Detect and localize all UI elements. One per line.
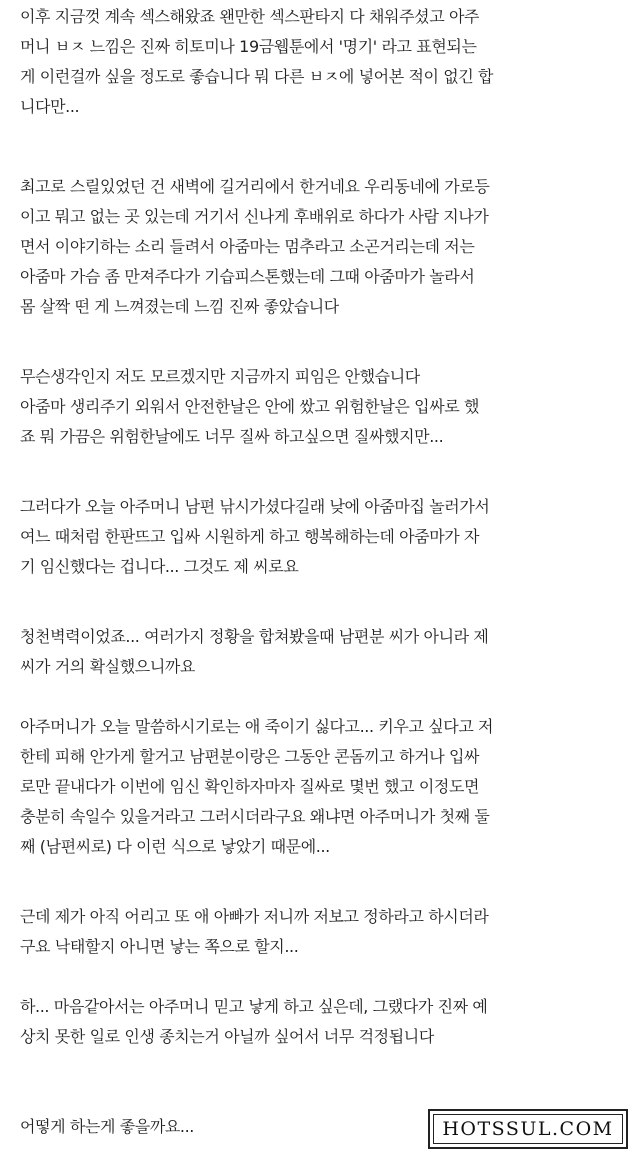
- paragraph: [20, 622, 488, 682]
- paragraph-line: 아줌마 가슴 좀 만져주다가 기습피스톤했는데 그때 아줌마가 놀라서: [20, 267, 475, 286]
- paragraph-line: 무슨생각인지 저도 모르겠지만 지금까지 피임은 안했습니다: [20, 367, 420, 386]
- paragraph-line: 최고로 스릴있었던 건 새벽에 길거리에서 한거네요 우리동네에 가로등: [20, 177, 490, 196]
- paragraph-line: 구요 낙태할지 아니면 낳는 쪽으로 할지...: [20, 937, 299, 956]
- paragraph-line: 이후 지금껏 계속 섹스해왔죠 왠만한 섹스판타지 다 채워주셨고 아주: [20, 7, 480, 26]
- paragraph-line: 이고 뭐고 없는 곳 있는데 거기서 신나게 후배위로 하다가 사람 지나가: [20, 207, 489, 226]
- site-watermark: [428, 1109, 628, 1149]
- paragraph-line: 몸 살짝 떤 게 느껴졌는데 느낌 진짜 좋았습니다: [20, 297, 339, 316]
- paragraph: [20, 902, 488, 962]
- paragraph: [20, 2, 493, 122]
- watermark-text: HOTSSUL.COM: [433, 1114, 623, 1144]
- paragraph-line: 어떻게 하는게 좋을까요...: [20, 1117, 194, 1136]
- paragraph-line: 머니 ㅂㅈ 느낌은 진짜 히토미나 19금웹툰에서 '명기' 라고 표현되는: [20, 37, 477, 56]
- paragraph-line: 아주머니가 오늘 말씀하시기로는 애 죽이기 싫다고... 키우고 싶다고 저: [20, 717, 494, 736]
- paragraph-line: 여느 때처럼 한판뜨고 입싸 시원하게 하고 행복해하는데 아줌마가 자: [20, 527, 480, 546]
- paragraph: [20, 492, 489, 582]
- paragraph: [20, 362, 479, 452]
- paragraph-line: 째 (남편씨로) 다 이런 식으로 낳았기 때문에...: [20, 837, 330, 856]
- paragraph-line: 그러다가 오늘 아주머니 남편 낚시가셨다길래 낮에 아줌마집 놀러가서: [20, 497, 490, 516]
- paragraph-line: 근데 제가 아직 어리고 또 애 아빠가 저니까 저보고 정하라고 하시더라: [20, 907, 489, 926]
- paragraph: [20, 172, 489, 322]
- paragraph-line: 죠 뭐 가끔은 위험한날에도 너무 질싸 하고싶으면 질싸했지만...: [20, 427, 444, 446]
- paragraph-line: 면서 이야기하는 소리 들려서 아줌마는 멈추라고 소곤거리는데 저는: [20, 237, 475, 256]
- paragraph-line: 충분히 속일수 있을거라고 그러시더라구요 왜냐면 아주머니가 첫째 둘: [20, 807, 490, 826]
- paragraph-line: 기 임신했다는 겁니다... 그것도 제 씨로요: [20, 557, 299, 576]
- paragraph: [20, 1112, 194, 1142]
- paragraph: [20, 992, 487, 1052]
- paragraph-line: 니다만...: [20, 97, 80, 116]
- paragraph-line: 상치 못한 일로 인생 종치는거 아닐까 싶어서 너무 걱정됩니다: [20, 1027, 434, 1046]
- paragraph-line: 하... 마음같아서는 아주머니 믿고 낳게 하고 싶은데, 그랬다가 진짜 예: [20, 997, 488, 1016]
- paragraph: [20, 712, 493, 862]
- paragraph-line: 아줌마 생리주기 외워서 안전한날은 안에 쌌고 위험한날은 입싸로 했: [20, 397, 480, 416]
- paragraph-line: 로만 끝내다가 이번에 임신 확인하자마자 질싸로 몇번 했고 이정도면: [20, 777, 480, 796]
- paragraph-line: 씨가 거의 확실했으니까요: [20, 657, 195, 676]
- paragraph-line: 청천벽력이었죠... 여러가지 정황을 합쳐봤을때 남편분 씨가 아니라 제: [20, 627, 489, 646]
- paragraph-line: 한테 피해 안가게 할거고 남편분이랑은 그동안 콘돔끼고 하거나 입싸: [20, 747, 480, 766]
- paragraph-line: 게 이런걸까 싶을 정도로 좋습니다 뭐 다른 ㅂㅈ에 넣어본 적이 없긴 합: [20, 67, 494, 86]
